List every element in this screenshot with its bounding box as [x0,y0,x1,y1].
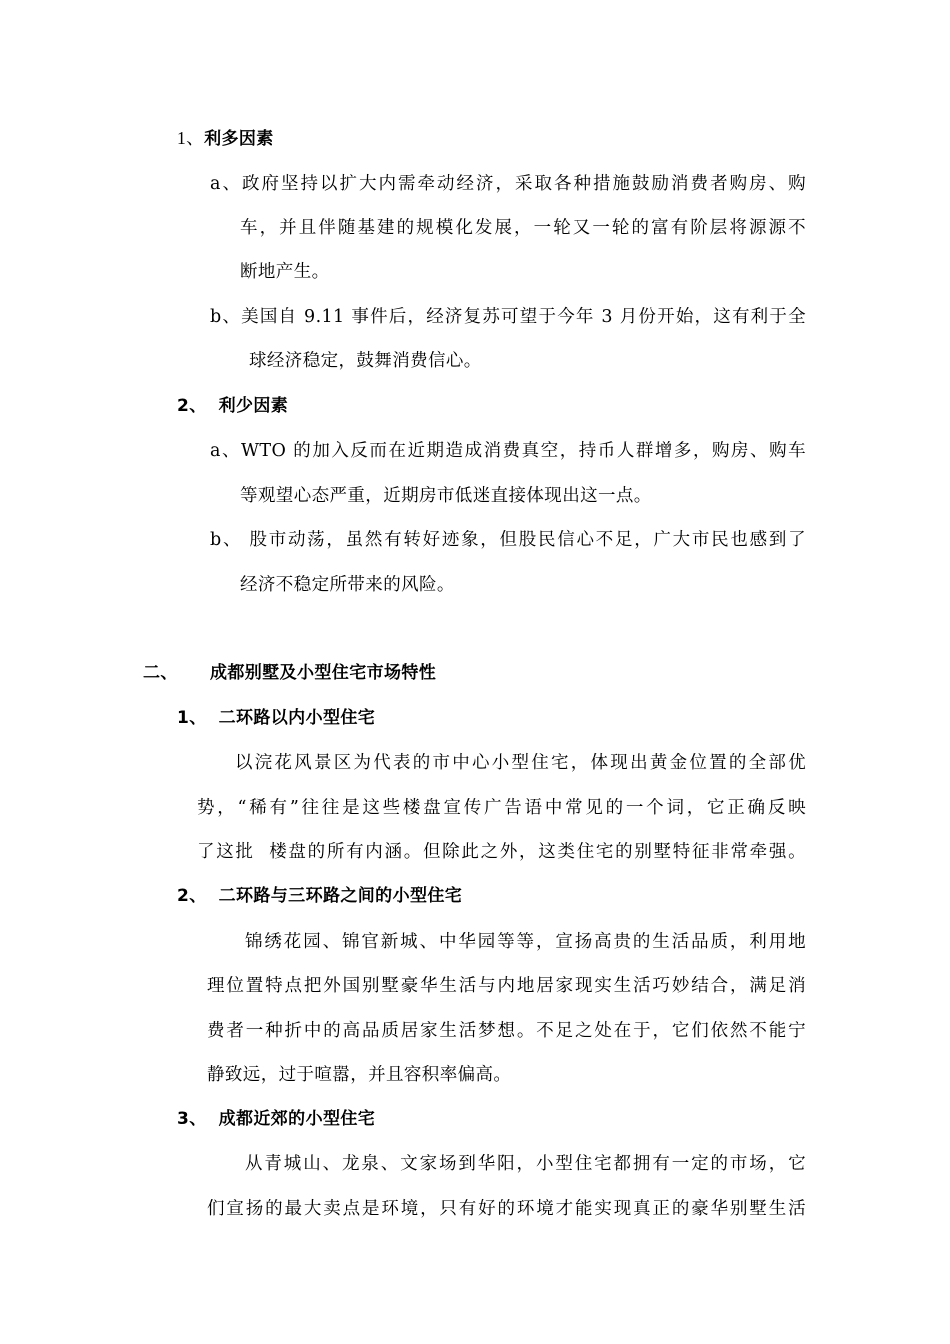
factor-a-line-2: 车，并且伴随基建的规模化发展，一轮又一轮的富有阶层将源源不 [240,218,806,238]
para-3-line-1: 从青城山、龙泉、文家场到华阳，小型住宅都拥有一定的市场，它 [245,1154,806,1174]
para-2-line-1: 锦绣花园、锦官新城、中华园等等，宣扬高贵的生活品质，利用地 [245,932,806,952]
factor-a-line-1: a、政府坚持以扩大内需牵动经济，采取各种措施鼓励消费者购房、购 [210,174,806,194]
para-2-line-2: 理位置特点把外国别墅豪华生活与内地居家现实生活巧妙结合，满足消 [207,976,806,996]
para-1-line-2: 势，“稀有”往往是这些楼盘宣传广告语中常见的一个词，它正确反映 [197,798,806,818]
section-2-number: 二、 [143,663,178,683]
factor-b-line-1: b、美国自 9.11 事件后，经济复苏可望于今年 3 月份开始，这有利于全 [210,307,806,327]
subheading-2-title: 二环路与三环路之间的小型住宅 [218,886,463,906]
subheading-2-number: 2、 [177,886,207,906]
heading-1 [177,127,274,150]
subheading-1 [177,707,375,729]
factor-d-line-1: b、 股市动荡，虽然有转好迹象，但股民信心不足，广大市民也感到了 [210,530,806,550]
subheading-1-title: 二环路以内小型住宅 [218,708,376,728]
para-1-line-1: 以浣花风景区为代表的市中心小型住宅，体现出黄金位置的全部优 [235,753,806,773]
heading-2-number: 2、 [177,396,207,416]
subheading-3-title: 成都近郊的小型住宅 [218,1109,376,1129]
para-2-line-3: 费者一种折中的高品质居家生活梦想。不足之处在于，它们依然不能宁 [207,1021,806,1041]
heading-2-title: 利少因素 [218,396,289,416]
para-3-line-2: 们宣扬的最大卖点是环境，只有好的环境才能实现真正的豪华别墅生活 [207,1199,806,1219]
factor-c-line-1: a、WTO 的加入反而在近期造成消费真空，持币人群增多，购房、购车 [210,441,806,461]
subheading-1-number: 1、 [177,708,207,728]
factor-c-line-2: 等观望心态严重，近期房市低迷直接体现出这一点。 [240,486,652,506]
heading-1-title: 利多因素 [204,129,274,149]
factor-b-line-2: 球经济稳定，鼓舞消费信心。 [249,351,482,371]
section-2-title-wrap [210,662,436,684]
para-2-line-4: 静致远，过于喧嚣，并且容积率偏高。 [207,1065,512,1085]
factor-d-line-2: 经济不稳定所带来的风险。 [240,575,455,595]
para-1-line-3: 了这批 楼盘的所有内涵。但除此之外，这类住宅的别墅特征非常牵强。 [197,842,806,862]
subheading-2 [177,885,462,907]
section-2-title: 成都别墅及小型住宅市场特性 [210,663,437,683]
subheading-3-number: 3、 [177,1109,207,1129]
factor-a-line-3: 断地产生。 [240,262,330,282]
subheading-3 [177,1108,375,1130]
heading-1-number: 1、 [177,128,205,148]
section-2-heading [143,662,178,684]
heading-2 [177,395,288,417]
